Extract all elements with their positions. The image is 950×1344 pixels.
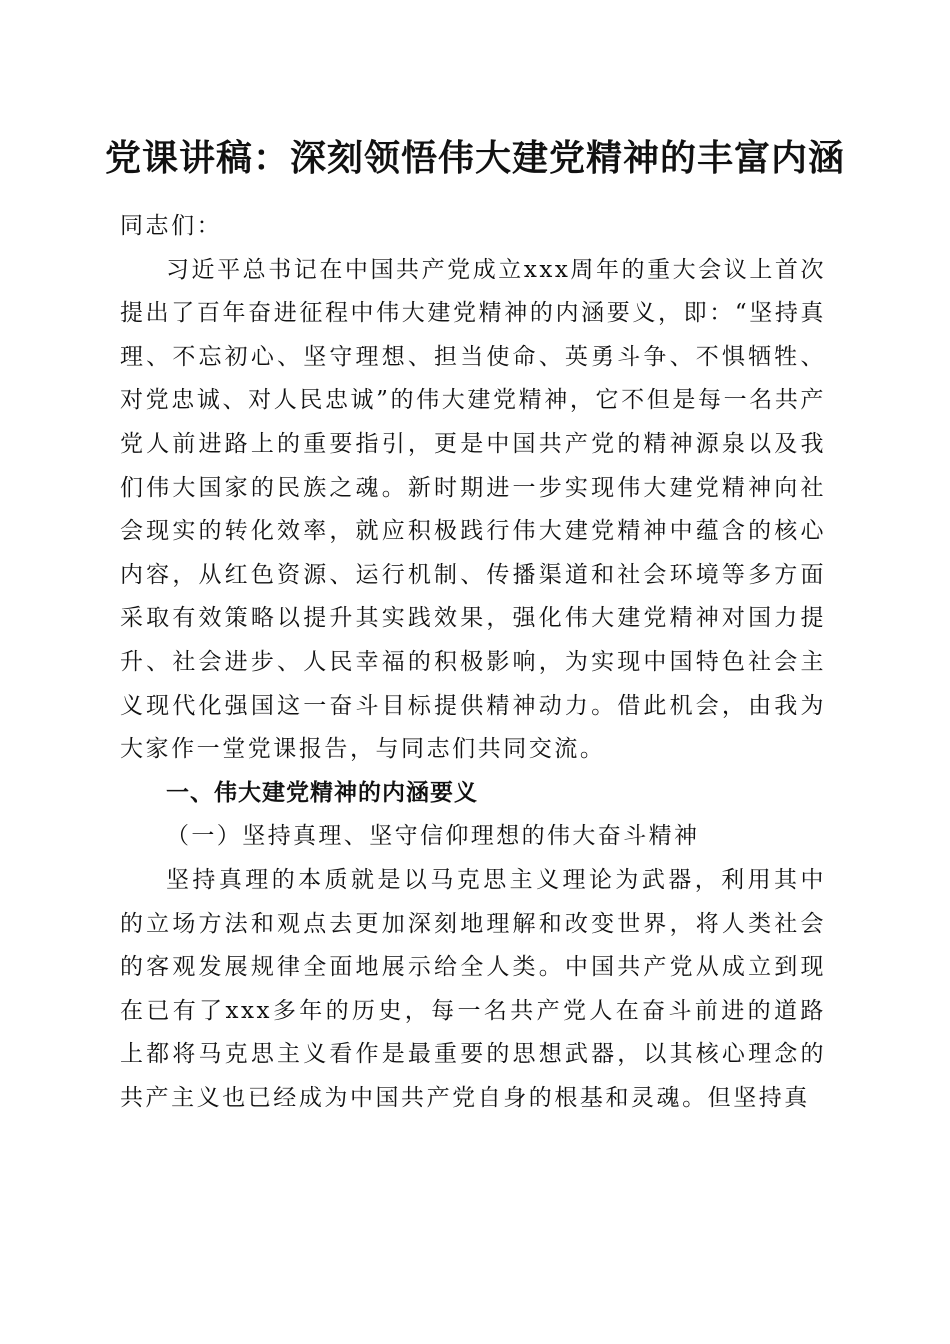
subsection-heading: （一）坚持真理、坚守信仰理想的伟大奋斗精神 bbox=[166, 823, 700, 850]
salutation: 同志们： bbox=[120, 213, 223, 239]
subsection-paragraph: 坚持真理的本质就是以马克思主义理论为武器，利用其中的立场方法和观点去更加深刻地理解和改变世界，将人类社会的客观发展规律全面地展示给全人类。中国共产党从成立到现在已有了xxx多年的历史，每一名共产党人在奋斗前进的道路上都将马克思主义看作是最重要的思想武器，以其核心理念的共产主义也已经成为中国共产党自身的根基和灵魂。但坚持真 bbox=[120, 866, 826, 1111]
document-body bbox=[120, 205, 826, 1120]
document-title: 党课讲稿：深刻领悟伟大建党精神的丰富内涵 bbox=[104, 137, 845, 179]
intro-paragraph: 习近平总书记在中国共产党成立xxx周年的重大会议上首次提出了百年奋进征程中伟大建党精神的内涵要义，即：“坚持真理、不忘初心、坚守理想、担当使命、英勇斗争、不惧牺牲、对党忠诚、对人民忠诚”的伟大建党精神，它不但是每一名共产党人前进路上的重要指引，更是中国共产党的精神源泉以及我们伟大国家的民族之魂。新时期进一步实现伟大建党精神向社会现实的转化效率，就应积极践行伟大建党精神中蕴含的核心内容，从红色资源、运行机制、传播渠道和社会环境等多方面采取有效策略以提升其实践效果，强化伟大建党精神对国力提升、社会进步、人民幸福的积极影响，为实现中国特色社会主义现代化强国这一奋斗目标提供精神动力。借此机会，由我为大家作一堂党课报告，与同志们共同交流。 bbox=[120, 256, 826, 763]
section-heading: 一、伟大建党精神的内涵要义 bbox=[166, 779, 478, 806]
